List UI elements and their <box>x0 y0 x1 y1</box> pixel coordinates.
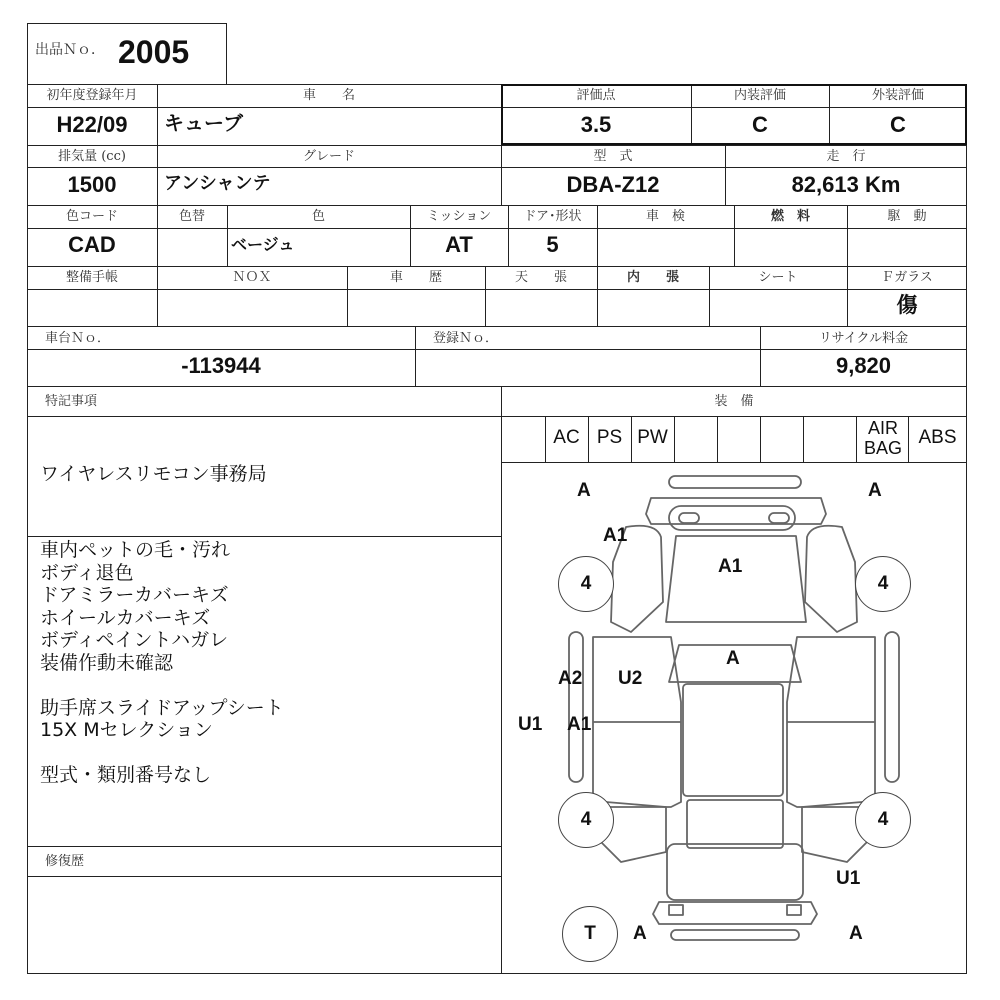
displacement-label: 排気量 (cc) <box>58 149 126 164</box>
mileage: 82,613 Km <box>791 172 901 197</box>
interior-grade: C <box>752 112 768 137</box>
door: 5 <box>546 232 559 257</box>
notes-line: ホイールカバーキズ <box>40 606 211 629</box>
notes-line: 型式・類別番号なし <box>40 764 212 786</box>
fuel-label: 燃 料 <box>770 209 810 224</box>
model-code: DBA-Z12 <box>566 172 660 197</box>
score-label: 評価点 <box>576 88 616 103</box>
front-glass-label: Ｆガラス <box>881 270 933 285</box>
tire-rear-left: 4 <box>558 792 614 848</box>
inner-trim-label: 内 張 <box>626 270 679 285</box>
reg-year-label: 初年度登録年月 <box>46 88 138 103</box>
car-name-label: 車 名 <box>302 88 355 103</box>
damage-mark: U1 <box>836 868 861 889</box>
damage-mark: U1 <box>518 714 543 735</box>
tire-rear-right: 4 <box>855 792 911 848</box>
notes-line <box>40 742 284 765</box>
lot-number: 2005 <box>118 34 190 70</box>
equipment-airbag: AIR BAG <box>863 418 902 458</box>
reg-year: H22/09 <box>56 112 128 137</box>
interior-label: 内装評価 <box>733 88 786 103</box>
tire-front-left: 4 <box>558 556 614 612</box>
damage-mark: A <box>577 480 591 501</box>
chassis-number: -113944 <box>181 353 261 378</box>
color: ベージュ <box>231 235 295 254</box>
color-code-label: 色コード <box>65 209 118 224</box>
damage-mark: A <box>868 480 882 501</box>
equipment-label: 装 備 <box>714 394 754 409</box>
mission-label: ミッション <box>426 209 492 224</box>
score: 3.5 <box>580 112 612 137</box>
displacement: 1500 <box>67 172 117 197</box>
damage-mark: U2 <box>618 668 643 689</box>
history-label: 車 歴 <box>389 270 442 285</box>
color-code: CAD <box>68 232 116 257</box>
damage-mark: A <box>726 648 740 669</box>
drive-label: 駆 動 <box>887 209 927 224</box>
damage-mark: A2 <box>558 668 583 689</box>
tire-front-right: 4 <box>855 556 911 612</box>
roof-label: 天 張 <box>514 270 567 285</box>
color-label: 色 <box>311 209 325 224</box>
exterior-grade: C <box>890 112 906 137</box>
grade: アンシャンテ <box>164 173 271 194</box>
notes-line: ボディ退色 <box>40 561 134 584</box>
front-glass: 傷 <box>896 293 918 317</box>
registration-number-label: 登録Ｎｏ． <box>433 331 499 346</box>
car-name: キューブ <box>164 111 243 135</box>
damage-mark: A1 <box>718 556 743 577</box>
notes-list <box>40 539 284 787</box>
mission: AT <box>445 232 473 257</box>
door-label: ドア･形状 <box>523 209 582 224</box>
model-label: 型 式 <box>593 149 633 164</box>
notes-line <box>40 674 284 697</box>
notes-line: ボディペイントハガレ <box>40 629 229 651</box>
damage-mark: A <box>849 923 863 944</box>
notes-line: 車内ペットの毛・汚れ <box>40 539 231 561</box>
repaint-label: 色替 <box>178 209 205 224</box>
nox-label: ＮＯＸ <box>232 270 272 285</box>
equipment-pw: PW <box>637 427 668 448</box>
notes-line-remote: ワイヤレスリモコン事務局 <box>40 463 267 485</box>
damage-mark: A <box>633 923 647 944</box>
inspection-label: 車 検 <box>645 209 685 224</box>
mileage-label: 走 行 <box>826 149 866 164</box>
notes-label: 特記事項 <box>45 394 98 409</box>
lot-number-label: 出品Ｎｏ． <box>35 42 105 58</box>
notes-line: 装備作動未確認 <box>40 651 174 674</box>
chassis-number-label: 車台Ｎｏ． <box>45 331 111 346</box>
notes-line: ドアミラーカバーキズ <box>40 584 229 606</box>
spare-tire: T <box>562 906 618 962</box>
exterior-label: 外装評価 <box>871 88 924 103</box>
repair-history-label: 修復歴 <box>45 854 85 869</box>
maintenance-book-label: 整備手帳 <box>65 270 118 285</box>
notes-line: 15X Mセレクション <box>40 719 213 741</box>
equipment-ac: AC <box>553 427 580 448</box>
notes-line: 助手席スライドアップシート <box>40 696 284 719</box>
recycle-fee: 9,820 <box>835 353 892 378</box>
grade-label: グレード <box>302 149 355 164</box>
recycle-fee-label: リサイクル料金 <box>818 331 909 346</box>
damage-mark: A1 <box>567 714 592 735</box>
equipment-abs: ABS <box>918 427 957 448</box>
equipment-ps: PS <box>596 427 623 448</box>
seat-label: シート <box>758 270 798 285</box>
damage-mark: A1 <box>603 525 628 546</box>
